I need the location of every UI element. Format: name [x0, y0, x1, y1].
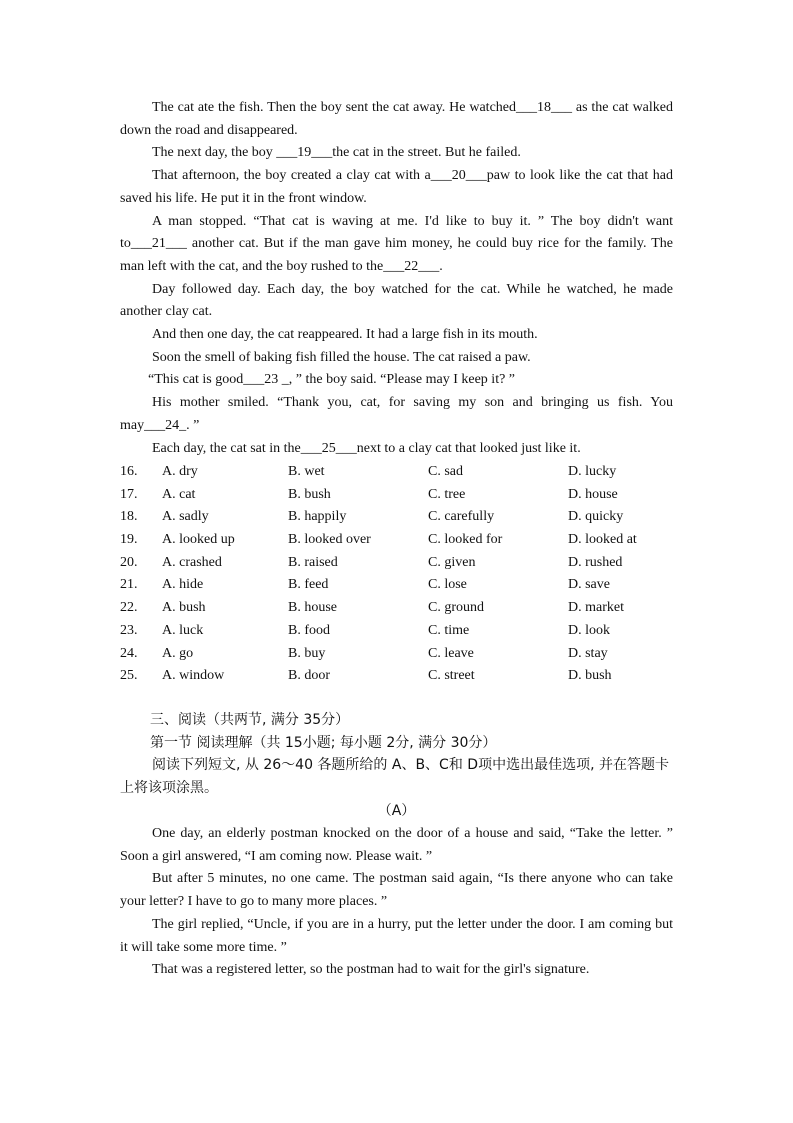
option-b: B. happily — [288, 509, 347, 525]
option-d: D. stay — [568, 645, 608, 661]
option-c: C. looked for — [428, 532, 503, 548]
option-d: D. look — [568, 622, 610, 638]
cloze-paragraph: “This cat is good___23 _, ” the boy said. “Please may I keep it? ” — [148, 372, 516, 388]
option-c: C. given — [428, 554, 476, 570]
question-number: 21. — [120, 577, 138, 593]
reading-paragraph: One day, an elderly postman knocked on the door of a house and said, “Take the letter. ” Soon a girl answered, “I am coming now. Please wait. ” — [120, 826, 673, 864]
option-d: D. quicky — [568, 509, 624, 525]
cloze-paragraph: And then one day, the cat reappeared. It had a large fish in its mouth. — [152, 327, 538, 343]
option-a: A. looked up — [162, 532, 235, 548]
question-number: 24. — [120, 645, 138, 661]
cloze-passage — [120, 97, 673, 460]
option-row — [120, 484, 680, 507]
cloze-paragraph: The next day, the boy ___19___the cat in the street. But he failed. — [152, 145, 521, 161]
cloze-paragraph: His mother smiled. “Thank you, cat, for saving my son and bringing us fish. You may___24_. ” — [120, 395, 673, 433]
option-d: D. market — [568, 600, 624, 616]
question-number: 16. — [120, 464, 138, 479]
option-c: C. tree — [428, 486, 466, 502]
option-d: D. lucky — [568, 464, 617, 479]
reading-instruction: 阅读下列短文, 从 26～40 各题所给的 A、B、C和 D项中选出最佳选项, 并在答题卡上将该项涂黑。 — [120, 757, 669, 797]
option-a: A. hide — [162, 577, 204, 593]
cloze-paragraph: Soon the smell of baking fish filled the house. The cat raised a paw. — [152, 349, 531, 365]
option-d: D. rushed — [568, 554, 623, 570]
option-d: D. looked at — [568, 532, 637, 548]
option-row — [120, 665, 680, 688]
passage-label: （A） — [377, 802, 416, 819]
option-b: B. looked over — [288, 532, 371, 548]
section-title: 三、阅读（共两节, 满分 35分） — [150, 712, 350, 728]
cloze-paragraph: A man stopped. “That cat is waving at me. I'd like to buy it. ” The boy didn't want to___21___ another cat. But if the man gave him money, he could buy rice for the family. The man left with the cat, and the boy rushed to the___22___. — [120, 213, 673, 274]
question-number: 17. — [120, 486, 138, 502]
option-c: C. ground — [428, 600, 484, 616]
question-number: 18. — [120, 509, 138, 525]
option-b: B. wet — [288, 464, 325, 479]
option-a: A. dry — [162, 464, 198, 479]
question-number: 19. — [120, 532, 138, 548]
option-c: C. carefully — [428, 509, 495, 525]
reading-section — [120, 709, 680, 823]
option-b: B. house — [288, 600, 337, 616]
option-a: A. window — [162, 668, 225, 684]
part-title: 第一节 阅读理解（共 15小题; 每小题 2分, 满分 30分） — [150, 734, 497, 751]
option-d: D. house — [568, 486, 618, 502]
question-number: 23. — [120, 622, 138, 638]
option-c: C. lose — [428, 577, 467, 593]
option-b: B. food — [288, 622, 330, 638]
answer-options — [120, 461, 680, 688]
option-d: D. bush — [568, 668, 612, 684]
reading-paragraph: The girl replied, “Uncle, if you are in a hurry, put the letter under the door. I am coming but it will take some more time. ” — [120, 916, 673, 955]
option-row — [120, 597, 680, 620]
option-b: B. door — [288, 668, 330, 684]
question-number: 22. — [120, 600, 138, 616]
option-a: A. bush — [162, 600, 206, 616]
option-row — [120, 529, 680, 552]
option-c: C. leave — [428, 645, 474, 661]
question-number: 20. — [120, 554, 138, 570]
option-c: C. street — [428, 668, 475, 684]
cloze-paragraph: That afternoon, the boy created a clay cat with a___20___paw to look like the cat that had saved his life. He put it in the front window. — [120, 168, 673, 206]
cloze-paragraph: Each day, the cat sat in the___25___next to a clay cat that looked just like it. — [152, 440, 581, 456]
reading-paragraph: But after 5 minutes, no one came. The postman said again, “Is there anyone who can take your letter? I have to go to many more places. ” — [120, 871, 673, 910]
option-a: A. luck — [162, 622, 204, 638]
option-b: B. bush — [288, 486, 331, 502]
cloze-paragraph: The cat ate the fish. Then the boy sent the cat away. He watched___18___ as the cat walked down the road and disappeared. — [120, 100, 673, 138]
question-number: 25. — [120, 668, 138, 684]
option-d: D. save — [568, 577, 610, 593]
option-a: A. go — [162, 645, 194, 661]
option-row — [120, 574, 680, 597]
reading-paragraph: That was a registered letter, so the postman had to wait for the girl's signature. — [152, 962, 590, 978]
option-a: A. sadly — [162, 509, 209, 525]
reading-passage-a — [120, 823, 673, 982]
cloze-paragraph: Day followed day. Each day, the boy watched for the cat. While he watched, he made another clay cat. — [120, 281, 673, 320]
option-b: B. feed — [288, 577, 329, 593]
option-row — [120, 461, 680, 484]
option-b: B. buy — [288, 645, 326, 661]
option-row — [120, 552, 680, 575]
option-b: B. raised — [288, 554, 338, 570]
option-a: A. crashed — [162, 554, 222, 570]
option-c: C. sad — [428, 464, 463, 479]
option-row — [120, 643, 680, 666]
option-c: C. time — [428, 622, 470, 638]
option-row — [120, 506, 680, 529]
option-row — [120, 620, 680, 643]
option-a: A. cat — [162, 486, 196, 502]
